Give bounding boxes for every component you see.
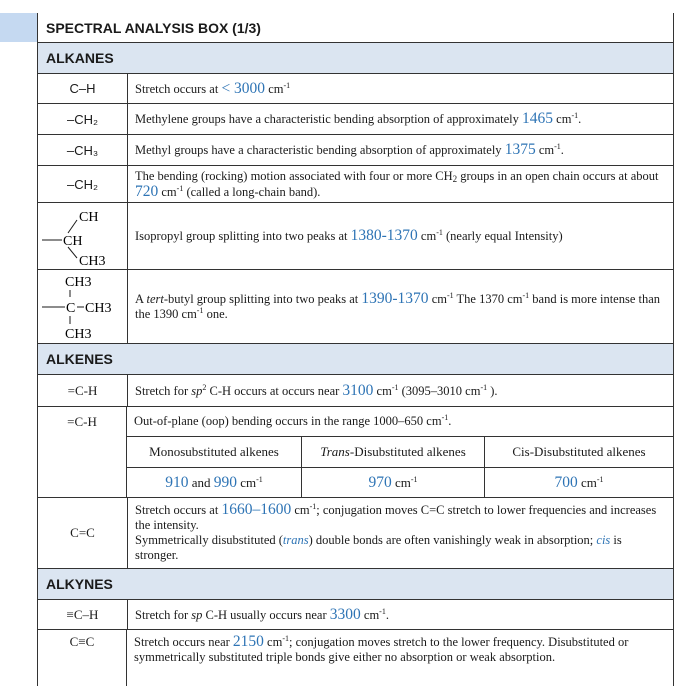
row-label: C=C — [38, 498, 128, 568]
alkane-row-isopropyl — [38, 203, 673, 270]
alkane-row-methyl — [38, 135, 673, 166]
wavenumber-value: 1465 — [522, 110, 554, 127]
wavenumber-value: 2150 — [232, 633, 264, 650]
section-header-alkenes: ALKENES — [38, 344, 673, 375]
tert-butyl-structure — [38, 270, 128, 343]
wavenumber-value: 1390-1370 — [361, 290, 429, 307]
mono-substituted-header: Monosubstituted alkenes — [127, 437, 302, 467]
wavenumber-value: 1380-1370 — [350, 227, 418, 244]
row-label: –CH₂ — [38, 166, 128, 202]
wavenumber-value: < 3000 — [221, 79, 266, 97]
row-description: Out-of-plane (oop) bending occurs in the range 1000–650 $cm^{-1}$. — [127, 407, 673, 437]
row-description: Stretch occurs near 2150 $cm^{-1}$; conjugation moves stretch to the lower frequency. Disubstituted or symmetrically substituted triple bonds give either no absorption or weak absorption. — [134, 633, 629, 664]
alkene-row-oop-bending — [38, 407, 673, 498]
tert-butyl-structure-drawing — [38, 270, 127, 343]
cis-disubstituted-header: Cis-Disubstituted alkenes — [512, 444, 646, 459]
ch-group: CH — [63, 234, 83, 249]
trans-disubstituted-value: 970 $cm^{-1}$ — [302, 468, 485, 497]
cis-disubstituted-value: 700 $cm^{-1}$ — [554, 473, 604, 491]
row-description: Stretch occurs at < 3000 $cm^{-1}$ — [135, 79, 291, 97]
alkane-row-methylene — [38, 104, 673, 135]
wavenumber-value: 3300 — [329, 605, 361, 623]
row-description: Methylene groups have a characteristic bending absorption of approximately 1465 $cm^{-1}$. — [135, 110, 582, 127]
row-label: –CH₃ — [38, 135, 128, 165]
alkane-row-ch-stretch — [38, 74, 673, 104]
row-label: C–H — [38, 74, 128, 103]
row-description: A tert-butyl group splitting into two peaks at 1390-1370 $cm^{-1}$ The 1370 $cm^{-1}$ band is more intense than the 1390 $cm^{-1}$ one. — [135, 290, 661, 321]
spectral-analysis-box — [37, 13, 674, 686]
alkene-row-ch-stretch — [38, 375, 673, 407]
row-label: =C-H — [38, 375, 128, 406]
mono-substituted-values: 910 and 990 $cm^{-1}$ — [127, 468, 302, 497]
alkene-row-cc-stretch — [38, 498, 673, 569]
ch3-group: CH3 — [65, 275, 92, 290]
wavenumber-value: 720 — [135, 182, 159, 200]
alkyne-row-cc-stretch — [38, 630, 673, 686]
row-description: Stretch for $sp^2$ C-H occurs at occurs near 3100 $cm^{-1}$ (3095–3010 $cm^{-1}$ ). — [135, 381, 498, 399]
ch3-group: CH — [79, 210, 99, 225]
row-description: Methyl groups have a characteristic bending absorption of approximately 1375 $cm^{-1}$. — [135, 141, 564, 158]
alkyne-row-ch-stretch — [38, 600, 673, 630]
section-header-alkynes: ALKYNES — [38, 569, 673, 600]
isopropyl-structure-drawing — [38, 203, 127, 269]
row-label: C≡C — [38, 630, 127, 686]
substitution-header-row — [127, 437, 673, 468]
bond-line — [68, 220, 77, 233]
isopropyl-structure — [38, 203, 128, 269]
ch3-group: CH3 — [65, 327, 92, 342]
row-label: –CH₂ — [38, 104, 128, 134]
wavenumber-value: 1660–1600 — [221, 501, 292, 518]
wavenumber-value: 3100 — [342, 381, 374, 399]
substitution-values-row — [127, 468, 673, 497]
left-tab-accent — [0, 13, 37, 42]
wavenumber-value: 1375 — [504, 141, 536, 158]
row-description: Stretch for sp C-H usually occurs near 3300 $cm^{-1}$. — [135, 605, 389, 623]
section-header-alkanes: ALKANES — [38, 43, 673, 74]
quaternary-carbon: C — [66, 301, 76, 316]
alkane-row-tert-butyl — [38, 270, 673, 344]
oop-bending-cell — [127, 407, 673, 497]
ch3-group: CH3 — [85, 301, 112, 316]
row-description: Isopropyl group splitting into two peaks at 1380-1370 $cm^{-1}$ (nearly equal Intensity) — [135, 227, 563, 244]
trans-disubstituted-header: Trans-Disubstituted alkenes — [302, 437, 485, 467]
row-description: Stretch occurs at 1660–1600 $cm^{-1}$; conjugation moves C=C stretch to lower frequencies and increases the intensity. Symmetrically disubstituted (trans) double bonds are often vanishingly weak in absorption; cis is stronger. — [135, 501, 657, 562]
ch3-group: CH3 — [79, 254, 106, 269]
box-title: SPECTRAL ANALYSIS BOX (1/3) — [38, 13, 673, 43]
row-label: =C-H — [38, 407, 127, 497]
alkane-row-rocking — [38, 166, 673, 203]
row-description: The bending (rocking) motion associated with four or more $CH_2$ groups in an open chain occurs at about 720 $cm^{-1}$ (called a long-chain band). — [135, 168, 659, 200]
row-label: ≡C–H — [38, 600, 128, 629]
